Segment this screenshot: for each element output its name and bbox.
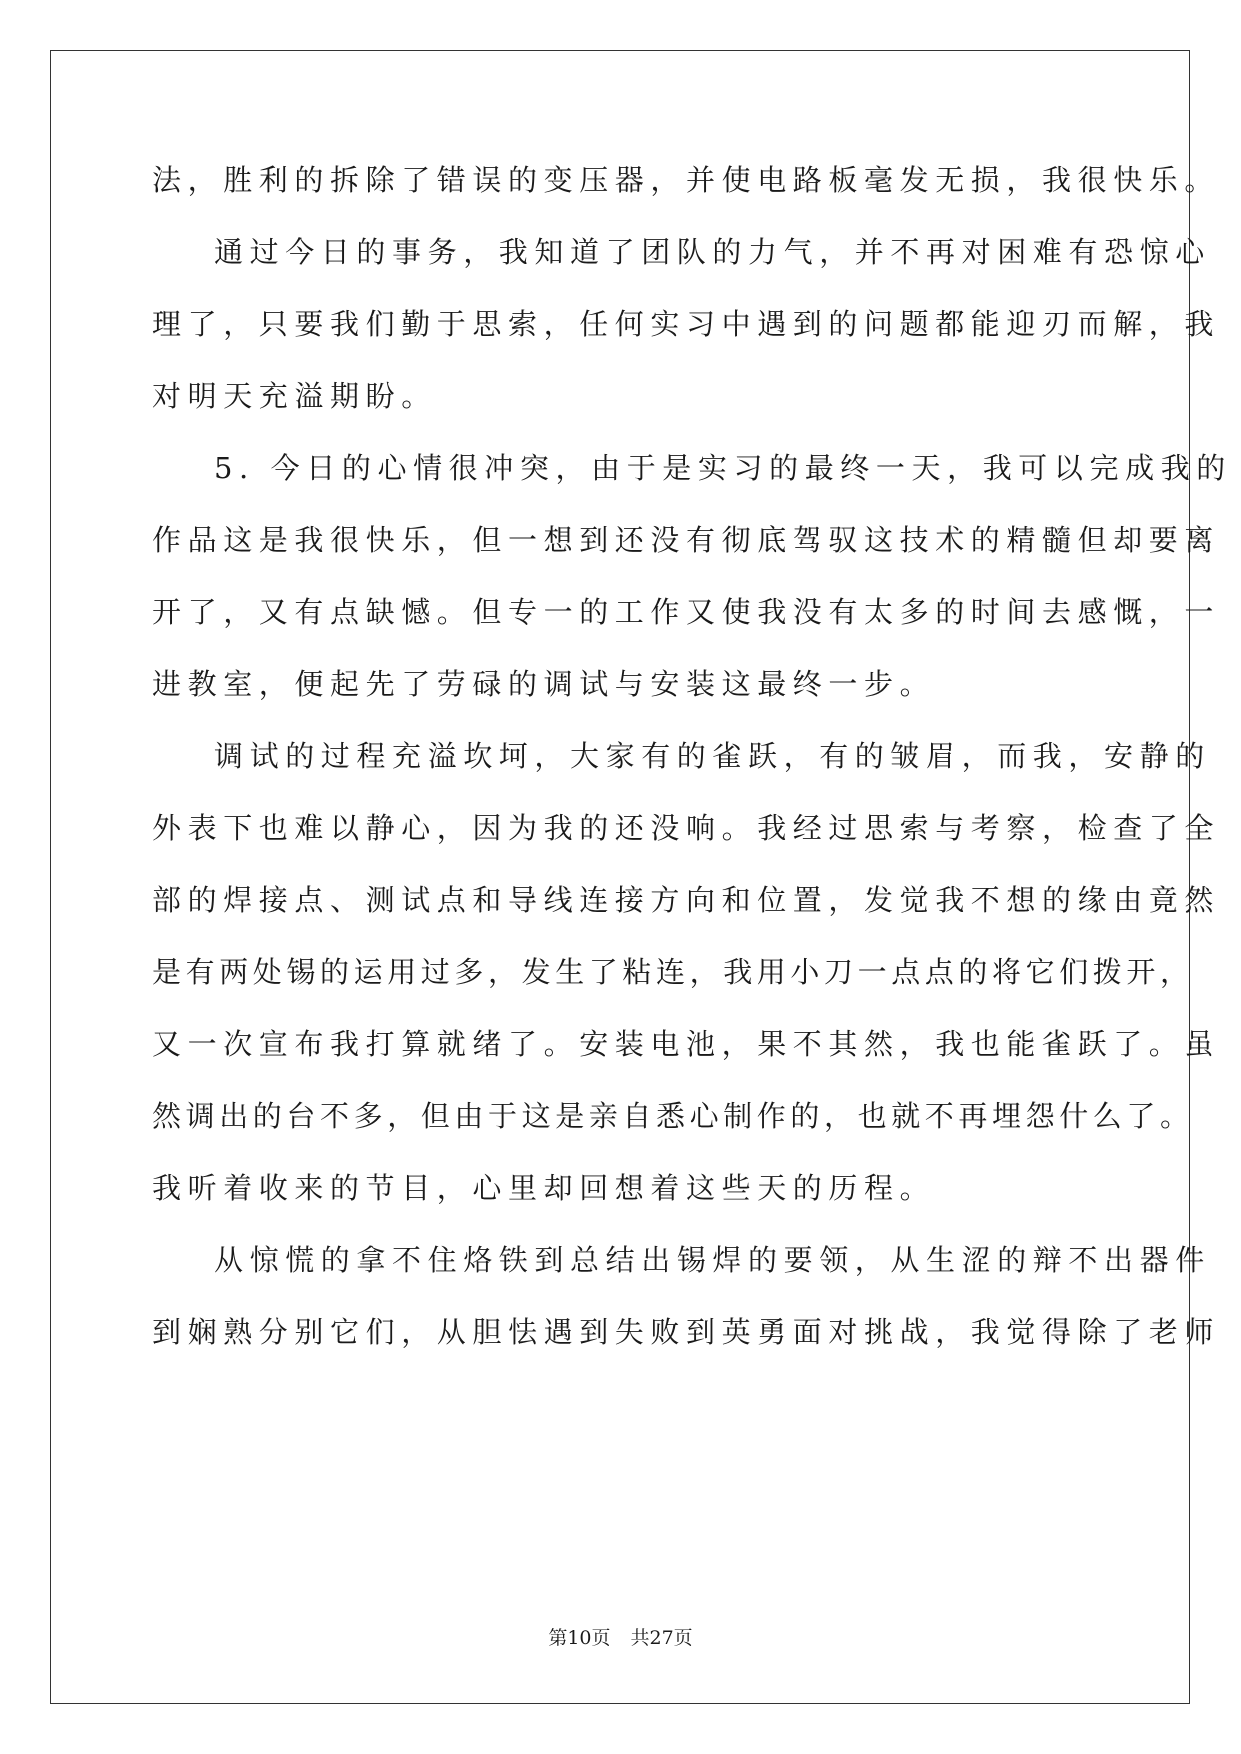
text-line: 然调出的台不多，但由于这是亲自悉心制作的，也就不再埋怨什么了。 — [152, 1099, 1194, 1133]
text-line: 通过今日的事务，我知道了团队的力气，并不再对困难有恐惊心 — [214, 235, 1211, 269]
text-line: 开了，又有点缺憾。但专一的工作又使我没有太多的时间去感慨，一 — [152, 595, 1221, 629]
text-line: 作品这是我很快乐，但一想到还没有彻底驾驭这技术的精髓但却要离 — [152, 523, 1221, 557]
page-number: 第10页 — [548, 1627, 611, 1649]
text-line: 我听着收来的节目，心里却回想着这些天的历程。 — [152, 1171, 936, 1205]
text-line: 法，胜利的拆除了错误的变压器，并使电路板毫发无损，我很快乐。 — [152, 163, 1221, 197]
text-line: 到娴熟分别它们，从胆怯遇到失败到英勇面对挑战，我觉得除了老师 — [152, 1315, 1221, 1349]
text-line: 进教室，便起先了劳碌的调试与安装这最终一步。 — [152, 667, 936, 701]
text-line: 部的焊接点、测试点和导线连接方向和位置，发觉我不想的缘由竟然 — [152, 883, 1221, 917]
text-line: 理了，只要我们勤于思索，任何实习中遇到的问题都能迎刃而解，我 — [152, 307, 1221, 341]
page-footer — [0, 1626, 1241, 1650]
page-total: 共27页 — [630, 1627, 693, 1649]
page-border — [50, 50, 1190, 1704]
text-line: 调试的过程充溢坎坷，大家有的雀跃，有的皱眉，而我，安静的 — [214, 739, 1211, 773]
text-line: 外表下也难以静心，因为我的还没响。我经过思索与考察，检查了全 — [152, 811, 1221, 845]
text-line: 从惊慌的拿不住烙铁到总结出锡焊的要领，从生涩的辩不出器件 — [214, 1243, 1211, 1277]
text-line: 是有两处锡的运用过多，发生了粘连，我用小刀一点点的将它们拨开， — [152, 955, 1194, 989]
text-line: 5. 今日的心情很冲突，由于是实习的最终一天，我可以完成我的 — [214, 451, 1232, 485]
text-line: 对明天充溢期盼。 — [152, 379, 437, 413]
text-line: 又一次宣布我打算就绪了。安装电池，果不其然，我也能雀跃了。虽 — [152, 1027, 1221, 1061]
